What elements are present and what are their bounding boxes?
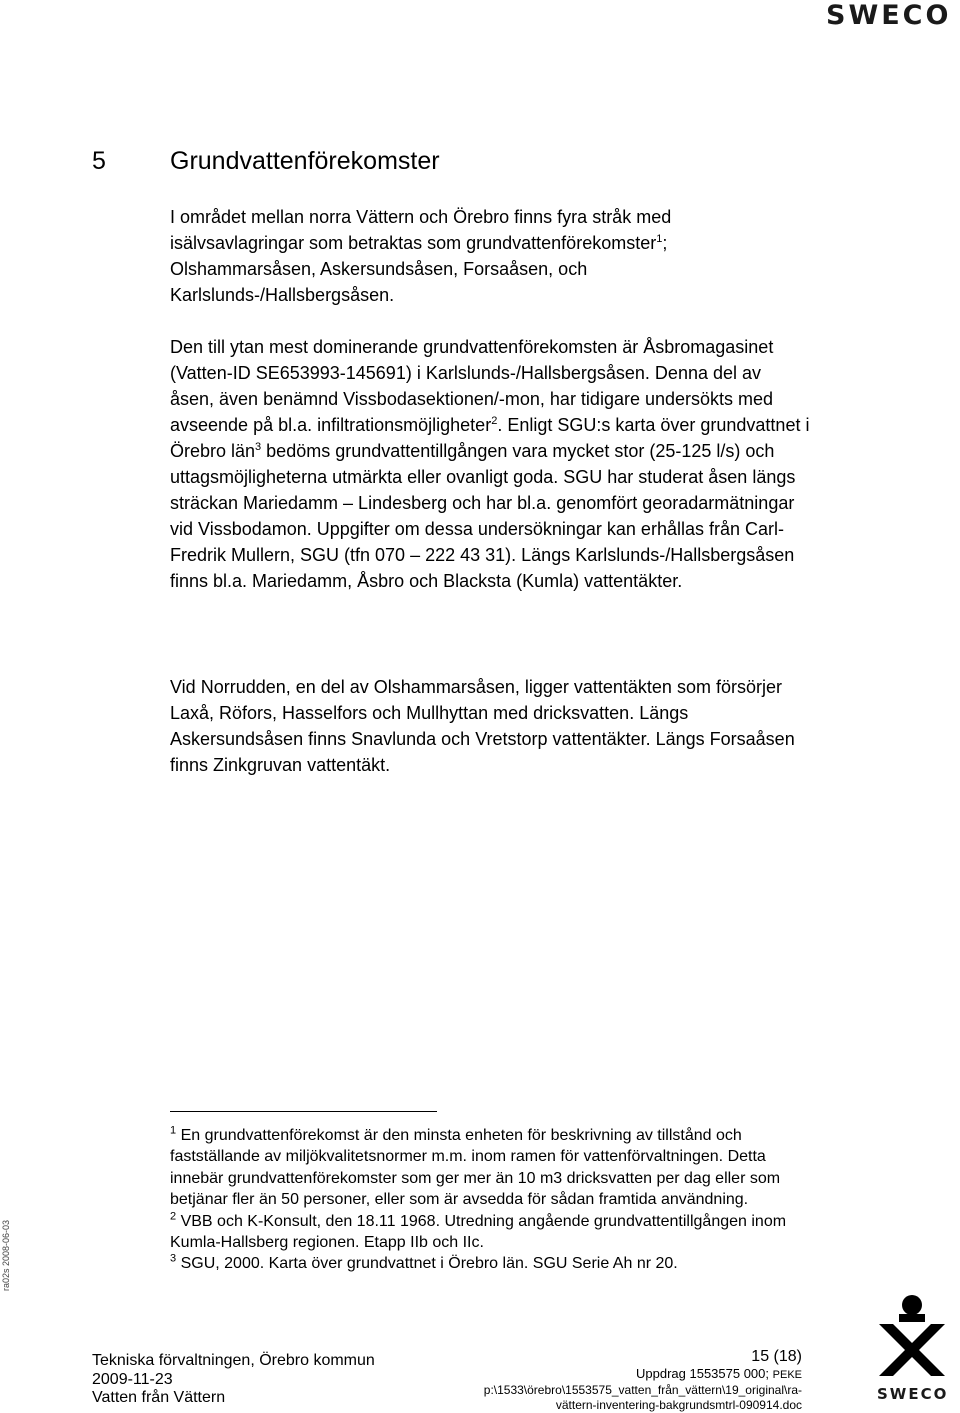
assignment-line	[484, 1366, 802, 1383]
footer-left	[92, 1352, 375, 1408]
footnote-separator	[170, 1111, 437, 1112]
footnote-2-text: VBB och K-Konsult, den 18.11 1968. Utredning angående grundvattentillgången inom Kumla-Hallsberg regionen. Etapp IIb och IIc.	[170, 1212, 787, 1252]
footnote-1-number: 1	[170, 1124, 177, 1137]
footnote-ref-1[interactable]: 1	[656, 233, 663, 245]
footnote-3	[170, 1253, 810, 1274]
page-number: 15 (18)	[751, 1348, 802, 1365]
sweco-emblem-icon	[872, 1292, 952, 1380]
footnote-ref-2[interactable]: 2	[491, 415, 498, 427]
paragraph-2-text-c: bedöms grundvattentillgången vara mycket stor (25-125 l/s) och uttagsmöjligheterna utmärkta eller ovanligt goda. SGU har studerat åsen längs sträckan Mariedamm – Lindesberg och har bl.a. genomfört georadarmätningar vid Vissbodamon. Uppgifter om dessa undersökningar kan erhållas från Carl-Fredrik Mullern, SGU (tfn 070 – 222 43 31). Längs Karlslunds-/Hallsbergsåsen finns bl.a. Mariedamm, Åsbro och Blacksta (Kumla) vattentäkter.	[170, 441, 796, 591]
paragraph-2	[170, 334, 810, 594]
footnotes	[170, 1125, 810, 1275]
paragraph-2-text-b: . Enligt SGU:s karta över grundvattnet i Örebro län	[170, 415, 810, 461]
paragraph-3	[170, 674, 810, 778]
assignment-number: Uppdrag 1553575 000;	[636, 1366, 770, 1381]
paragraph-2-text-a: Den till ytan mest dominerande grundvattenförekomsten är Åsbromagasinet (Vatten-ID SE653993-145691) i Karlslunds-/Hallsbergsåsen. Denna del av åsen, även benämnd Vissbodasektionen/-mon, har tidigare undersökts med avseende på bl.a. infiltrationsmöjligheter	[170, 337, 774, 435]
template-code: ra02s 2008-06-03	[1, 1219, 11, 1291]
paragraph-1-text-b: ; Olshammarsåsen, Askersundsåsen, Forsaåsen, och Karlslunds-/Hallsbergsåsen.	[170, 233, 668, 305]
footnote-2	[170, 1211, 810, 1254]
footer-right	[484, 1348, 802, 1413]
footer-organization: Tekniska förvaltningen, Örebro kommun	[92, 1352, 375, 1369]
footnote-3-text: SGU, 2000. Karta över grundvattnet i Örebro län. SGU Serie Ah nr 20.	[180, 1255, 678, 1273]
footnote-1-text: En grundvattenförekomst är den minsta enheten för beskrivning av tillstånd och fastställande av miljökvalitetsnormer m.m. inom ramen för vattenförvaltningen. Detta innebär grundvattenförekomster som ger mer än 10 m3 dricksvatten per dag eller som betjänar fler än 50 personer, eller som är avsedda för sådan framtida användning.	[170, 1127, 781, 1209]
footer-document-title: Vatten från Vättern	[92, 1389, 226, 1406]
footnote-ref-3[interactable]: 3	[255, 441, 262, 453]
file-path-line-2: vättern-inventering-bakgrundsmtrl-090914.doc	[555, 1398, 802, 1412]
paragraph-1	[170, 204, 810, 308]
footnote-2-number: 2	[170, 1210, 177, 1223]
section-number: 5	[92, 147, 106, 175]
author-initials: PEKE	[772, 1369, 802, 1381]
footnote-3-number: 3	[170, 1253, 177, 1266]
file-path-line-1: p:\1533\örebro\1553575_vatten_från_vättern\19_original\ra-	[483, 1383, 802, 1397]
sweco-logo-header: SWECO	[826, 0, 952, 31]
sweco-logo-footer: SWECO	[877, 1385, 949, 1403]
footer-date: 2009-11-23	[92, 1370, 173, 1388]
paragraph-3-text: Vid Norrudden, en del av Olshammarsåsen, ligger vattentäkten som försörjer Laxå, Röfors, Hasselfors och Mullhyttan med dricksvatten. Längs Askersundsåsen finns Snavlunda och Vretstorp vattentäkter. Längs Forsaåsen finns Zinkgruvan vattentäkt.	[170, 677, 795, 775]
paragraph-1-text-a: I området mellan norra Vättern och Örebro finns fyra stråk med isälvsavlagringar som betraktas som grundvattenförekomster	[170, 207, 672, 253]
section-title: Grundvattenförekomster	[170, 147, 440, 175]
footnote-1	[170, 1125, 810, 1211]
